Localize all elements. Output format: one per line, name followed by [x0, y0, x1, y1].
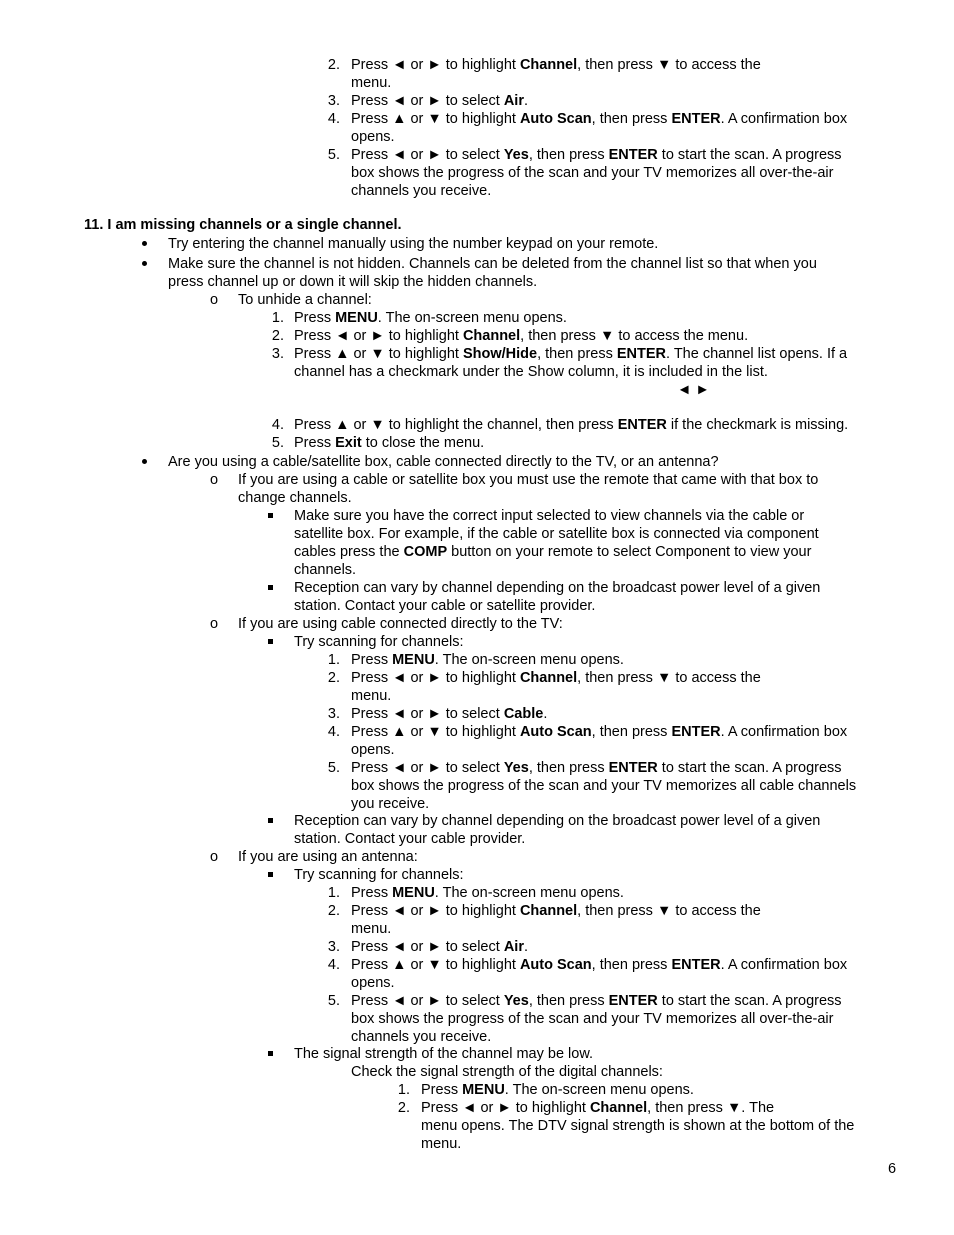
step-text: Press MENU. The on-screen menu opens.	[351, 652, 624, 668]
bullet-square-icon	[268, 1051, 273, 1056]
sub-bullet-text: If you are using an antenna:	[238, 849, 418, 865]
square-bullet-text: satellite box. For example, if the cable or satellite box is connected via component	[294, 526, 819, 542]
square-bullet-text: Try scanning for channels:	[294, 867, 464, 883]
square-bullet-text: station. Contact your cable provider.	[294, 831, 526, 847]
step-number: 2.	[397, 1100, 410, 1116]
step-text: box shows the progress of the scan and your TV memorizes all cable channels	[351, 778, 857, 794]
step-text: Press ▲ or ▼ to highlight Auto Scan, then press ENTER. A confirmation box	[351, 957, 848, 973]
step-text: channel has a checkmark under the Show column, it is included in the list.	[294, 364, 768, 380]
bullet-square-icon	[268, 818, 273, 823]
stray-arrows: ◄ ►	[677, 382, 710, 398]
step-number: 1.	[271, 310, 284, 326]
step-number: 3.	[327, 706, 340, 722]
step-number: 4.	[327, 724, 340, 740]
step-text: menu.	[351, 75, 392, 91]
step-text: Press ◄ or ► to highlight Channel, then press ▼ to access the	[351, 670, 761, 686]
step-text: Press ◄ or ► to select Air.	[351, 939, 528, 955]
bullet-text: Try entering the channel manually using the number keypad on your remote.	[168, 236, 659, 252]
bullet-circle-icon: o	[210, 849, 219, 865]
step-text: Press MENU. The on-screen menu opens.	[421, 1082, 694, 1098]
bullet-circle-icon: o	[210, 616, 219, 632]
step-text: menu.	[351, 688, 392, 704]
step-text: Press ◄ or ► to highlight Channel, then press ▼ to access the menu.	[294, 328, 749, 344]
square-bullet-text: The signal strength of the channel may be low.	[294, 1046, 594, 1062]
step-number: 1.	[397, 1082, 410, 1098]
bullet-circle-icon: o	[210, 292, 219, 308]
sub-bullet-text: If you are using a cable or satellite box you must use the remote that came with that box to	[238, 472, 819, 488]
step-number: 2.	[327, 670, 340, 686]
step-text: Press ◄ or ► to highlight Channel, then press ▼. The	[421, 1100, 775, 1116]
bullet-text: Make sure the channel is not hidden. Channels can be deleted from the channel list so that when you	[168, 256, 817, 272]
step-number: 4.	[327, 111, 340, 127]
bullet-square-icon	[268, 513, 273, 518]
step-text: opens.	[351, 129, 395, 145]
step-number: 2.	[327, 57, 340, 73]
step-text: opens.	[351, 742, 395, 758]
page-number: 6	[888, 1161, 897, 1177]
step-text: menu.	[421, 1136, 462, 1152]
step-text: opens.	[351, 975, 395, 991]
step-text: Press ▲ or ▼ to highlight Auto Scan, then press ENTER. A confirmation box	[351, 111, 848, 127]
step-text: Press ▲ or ▼ to highlight the channel, then press ENTER if the checkmark is missing.	[294, 417, 849, 433]
step-text: channels you receive.	[351, 1029, 492, 1045]
step-text: Press ▲ or ▼ to highlight Auto Scan, then press ENTER. A confirmation box	[351, 724, 848, 740]
step-text: Press ◄ or ► to select Cable.	[351, 706, 548, 722]
bullet-square-icon	[268, 585, 273, 590]
bullet-text: press channel up or down it will skip the hidden channels.	[168, 274, 538, 290]
sub-bullet-text: change channels.	[238, 490, 352, 506]
square-bullet-text: Make sure you have the correct input selected to view channels via the cable or	[294, 508, 805, 524]
square-bullet-text: Try scanning for channels:	[294, 634, 464, 650]
square-bullet-text: Reception can vary by channel depending on the broadcast power level of a given	[294, 580, 821, 596]
square-bullet-text: Reception can vary by channel depending on the broadcast power level of a given	[294, 813, 821, 829]
step-number: 1.	[327, 885, 340, 901]
square-bullet-text: station. Contact your cable or satellite provider.	[294, 598, 596, 614]
bullet-square-icon	[268, 639, 273, 644]
square-bullet-text: cables press the COMP button on your remote to select Component to view your	[294, 544, 812, 560]
bullet-dot-icon	[142, 459, 147, 464]
bullet-text: Are you using a cable/satellite box, cable connected directly to the TV, or an antenna?	[168, 454, 719, 470]
step-text: Press MENU. The on-screen menu opens.	[294, 310, 567, 326]
sub-bullet-text: If you are using cable connected directly to the TV:	[238, 616, 563, 632]
step-number: 1.	[327, 652, 340, 668]
step-text: Press ◄ or ► to select Yes, then press ENTER to start the scan. A progress	[351, 760, 842, 776]
step-number: 5.	[327, 760, 340, 776]
step-number: 3.	[327, 93, 340, 109]
step-number: 2.	[327, 903, 340, 919]
step-number: 2.	[271, 328, 284, 344]
step-text: Press Exit to close the menu.	[294, 435, 485, 451]
step-text: Press ◄ or ► to select Yes, then press ENTER to start the scan. A progress	[351, 993, 842, 1009]
step-number: 5.	[327, 147, 340, 163]
step-text: menu opens. The DTV signal strength is shown at the bottom of the	[421, 1118, 855, 1134]
signal-intro: Check the signal strength of the digital channels:	[351, 1064, 663, 1080]
step-number: 4.	[271, 417, 284, 433]
bullet-circle-icon: o	[210, 472, 219, 488]
section-heading: 11. I am missing channels or a single channel.	[84, 217, 402, 233]
step-text: Press ◄ or ► to highlight Channel, then press ▼ to access the	[351, 903, 761, 919]
step-text: box shows the progress of the scan and your TV memorizes all over-the-air	[351, 165, 834, 181]
step-text: Press ▲ or ▼ to highlight Show/Hide, then press ENTER. The channel list opens. If a	[294, 346, 848, 362]
step-text: box shows the progress of the scan and your TV memorizes all over-the-air	[351, 1011, 834, 1027]
bullet-square-icon	[268, 872, 273, 877]
step-text: Press MENU. The on-screen menu opens.	[351, 885, 624, 901]
step-number: 4.	[327, 957, 340, 973]
step-number: 5.	[327, 993, 340, 1009]
step-text: Press ◄ or ► to select Air.	[351, 93, 528, 109]
step-text: channels you receive.	[351, 183, 492, 199]
square-bullet-text: channels.	[294, 562, 357, 578]
step-text: Press ◄ or ► to highlight Channel, then press ▼ to access the	[351, 57, 761, 73]
bullet-dot-icon	[142, 241, 147, 246]
step-number: 3.	[327, 939, 340, 955]
step-number: 3.	[271, 346, 284, 362]
step-text: menu.	[351, 921, 392, 937]
bullet-dot-icon	[142, 261, 147, 266]
step-number: 5.	[271, 435, 284, 451]
step-text: Press ◄ or ► to select Yes, then press ENTER to start the scan. A progress	[351, 147, 842, 163]
step-text: you receive.	[351, 796, 430, 812]
sub-bullet-text: To unhide a channel:	[238, 292, 372, 308]
